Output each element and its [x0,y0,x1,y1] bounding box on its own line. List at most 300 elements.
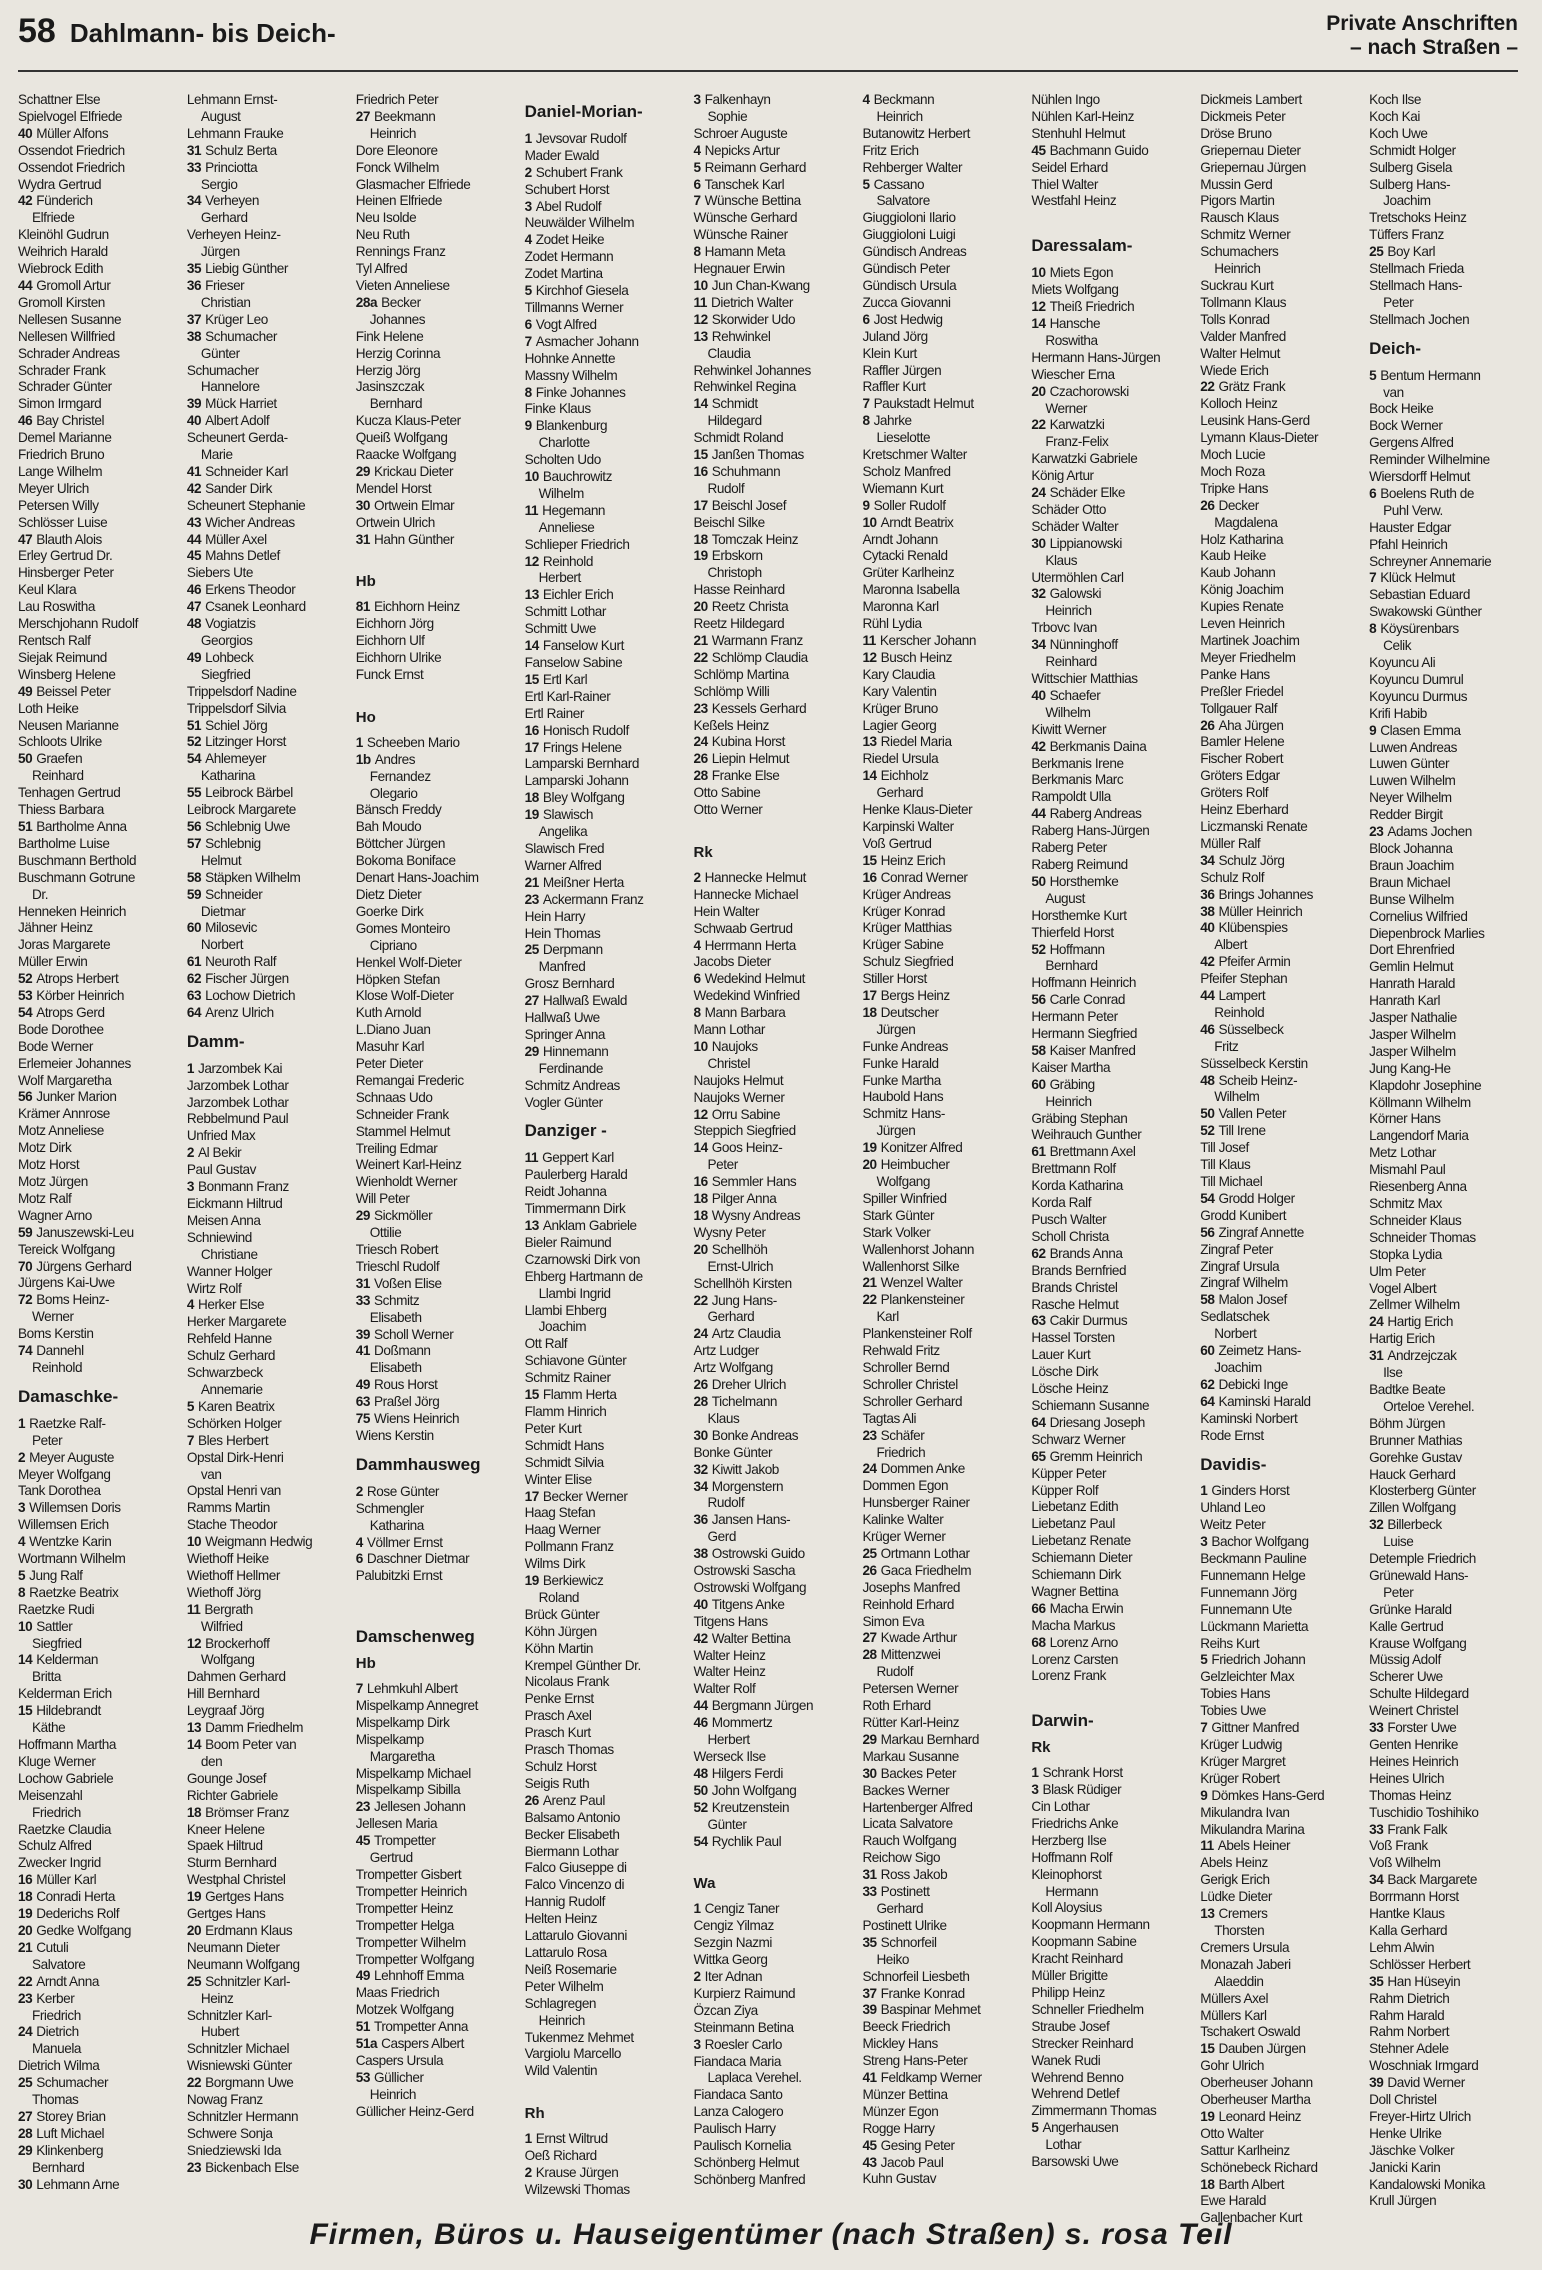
resident-name: Bergmann Jürgen [711,1698,814,1714]
directory-entry: Utermöhlen Carl [1031,569,1124,585]
directory-entry: Funke Andreas [862,1038,949,1054]
house-number: 22 [186,2075,202,2091]
house-number: 39 [355,1326,370,1342]
directory-entry: Trippelsdorf Silvia [186,700,286,716]
street-heading: Danziger - [524,1121,607,1141]
resident-name: Ahlemeyer [205,751,267,767]
directory-entry: Juland Jörg [862,328,928,344]
directory-entry [694,650,853,667]
resident-name: Warmann Franz [711,633,803,648]
resident-name: Erbskorn [711,548,763,564]
directory-entry: Mikulandra Marina [1200,1821,1305,1837]
directory-entry [187,193,346,210]
directory-entry [356,1276,515,1293]
directory-entry: Haag Stefan [524,1505,596,1521]
directory-entry [1031,2120,1190,2137]
directory-entry [187,718,346,735]
directory-entry: Lösche Heinz [1031,1381,1109,1397]
house-number: 75 [355,1411,370,1427]
house-number: 48 [693,1765,708,1781]
directory-entry: Kneer Helene [186,1821,265,1837]
directory-entry: Hannig Rudolf [524,1894,605,1910]
directory-entry [1200,887,1359,904]
spacer [694,819,853,835]
directory-entry: Müller Ralf [1200,835,1261,851]
resident-name: Hallwaß Ewald [542,993,627,1009]
directory-entry: Schulte Hildegard [1369,1686,1469,1702]
directory-entry: Wilms Dirk [524,1556,586,1572]
directory-entry [187,1534,346,1551]
directory-entry: Hunsberger Rainer [862,1495,970,1511]
directory-entry: Weihrauch Gunther [1031,1127,1142,1143]
resident-name: Horsthemke [1049,873,1119,889]
resident-name: Theiß Friedrich [1049,299,1135,315]
entry-continuation: Peter [707,1157,738,1173]
directory-entry [862,1546,1021,1563]
directory-entry: Leibrock Margarete [186,802,296,818]
resident-name: Decker [1218,497,1259,513]
directory-entry [694,329,853,346]
resident-name: Ostrowski Guido [711,1546,805,1562]
directory-entry: Martinek Joachim [1200,633,1300,648]
directory-entry [356,599,515,616]
directory-entry: Meyer Ulrich [18,480,89,496]
house-number: 56 [1031,992,1046,1008]
directory-entry [187,1433,346,1450]
house-number: 66 [1031,1600,1046,1616]
directory-entry [694,447,853,464]
directory-entry: Rauch Wolfgang [862,1833,957,1849]
directory-entry: Wallenhorst Silke [862,1258,960,1274]
directory-entry: Ramms Martin [186,1500,270,1516]
directory-entry: Meyer Friedhelm [1200,649,1296,665]
house-number: 18 [186,1804,202,1820]
directory-entry [187,616,346,633]
resident-name: Andrzejczak [1387,1348,1457,1364]
directory-entry [1369,1314,1528,1331]
house-number: 25 [18,2075,33,2091]
running-head: Dahlmann- bis Deich- [69,18,336,48]
house-number: 25 [1369,244,1384,260]
entry-continuation: Käthe [32,1720,66,1736]
resident-name: Plankensteiner [880,1292,965,1308]
directory-entry [18,819,177,836]
directory-entry: Schulz Rolf [1200,869,1265,885]
directory-entry [862,1732,1021,1749]
entry-continuation: Reinhold [32,1359,83,1375]
directory-entry [694,1715,853,1732]
resident-name: Janßen Thomas [711,447,804,463]
directory-entry: Gromoll Kirsten [18,294,105,310]
resident-name: Scheeben Mario [366,734,460,750]
directory-entry: Raberg Hans-Jürgen [1031,823,1150,839]
house-number: 46 [693,1715,708,1731]
resident-name: Geppert Karl [542,1150,614,1166]
directory-entry: Grünewald Hans- [1369,1567,1469,1583]
house-number: 19 [862,1140,877,1156]
directory-entry: Zucca Giovanni [862,294,951,310]
directory-entry: Raberg Reimund [1031,856,1128,872]
house-number: 15 [862,852,877,868]
directory-entry: Czarnowski Dirk von [524,1251,640,1267]
page-number: 58 [18,12,56,50]
directory-entry [862,1884,1021,1901]
directory-entry: Till Klaus [1200,1157,1251,1173]
directory-entry: Krause Wolfgang [1369,1635,1467,1651]
directory-entry [525,1489,684,1506]
house-number: 7 [693,193,701,209]
house-number: 2 [18,1449,26,1465]
house-number: 50 [18,751,33,767]
resident-name: Aha Jürgen [1218,717,1284,733]
directory-entry [1031,1449,1190,1466]
directory-entry: Sniedziewski Ida [186,2142,281,2158]
directory-entry: Mickley Hans [862,2036,938,2052]
district-heading: Rk [693,843,713,861]
directory-entry: Till Michael [1200,1174,1263,1189]
directory-entry [525,587,684,604]
resident-name: Dreher Ulrich [711,1377,787,1393]
house-number: 59 [18,1224,33,1240]
house-number: 29 [355,1208,370,1224]
entry-continuation: Puhl Verw. [1383,502,1443,518]
directory-entry [862,870,1021,887]
entry-continuation: Joachim [1214,1359,1262,1375]
directory-entry [18,1225,177,1242]
house-number: 34 [1200,852,1215,868]
directory-entry: Otto Sabine [693,785,761,801]
directory-entry: Sezgin Nazmi [693,1935,773,1951]
directory-entry: Cremers Ursula [1200,1939,1290,1955]
directory-entry: Rühl Lydia [862,616,922,632]
directory-entry [187,2075,346,2092]
directory-entry [187,413,346,430]
entry-continuation: Ottilie [369,1225,402,1241]
directory-entry [187,2160,346,2177]
directory-entry: Heinen Elfriede [355,193,442,209]
directory-entry: Tobies Uwe [1200,1703,1266,1719]
entry-continuation: Elisabeth [369,1309,422,1325]
house-number: 17 [693,497,708,513]
directory-entry: Vogel Albert [1369,1280,1437,1296]
resident-name: Mittenzwei [880,1647,941,1663]
directory-entry: Krüger Sabine [862,937,944,953]
entry-continuation: Friedrich [32,2007,81,2023]
directory-entry: Wirtz Rolf [186,1280,242,1296]
house-number: 45 [1031,142,1046,158]
directory-entry [18,1585,177,1602]
directory-entry [187,785,346,802]
directory-entry [18,126,177,143]
entry-continuation: Wolfgang [200,1652,255,1668]
house-number: 33 [355,1292,370,1308]
directory-entry: Straube Josef [1031,2018,1110,2034]
directory-entry: Wagner Arno [18,1207,92,1223]
directory-entry [356,1681,515,1698]
resident-name: Czachorowski [1049,383,1129,399]
directory-entry: Schmitt Lothar [524,604,606,620]
directory-entry [187,396,346,413]
house-number: 18 [1200,2176,1215,2192]
directory-entry [862,1630,1021,1647]
directory-entry: Schiemann Dieter [1031,1550,1133,1566]
resident-name: Schlömp Claudia [711,649,808,665]
directory-entry [525,1044,684,1061]
directory-entry: Arndt Johann [862,531,938,547]
resident-name: Müller Karl [36,1872,97,1888]
resident-name: Blask Rüdiger [1042,1782,1122,1798]
house-number: 34 [693,1478,708,1494]
resident-name: Hegemann [542,502,606,518]
directory-entry: Wittschier Matthias [1031,671,1138,686]
directory-entry: Dort Ehrenfried [1369,942,1455,958]
directory-entry [862,413,1021,430]
directory-entry: Koyuncu Durmus [1369,688,1468,704]
house-number: 25 [862,1545,877,1561]
directory-entry [694,1039,853,1056]
house-number: 12 [693,1106,708,1122]
directory-entry [356,735,515,752]
resident-name: Dauben Jürgen [1218,2041,1306,2057]
house-number: 18 [862,1004,877,1020]
directory-entry: Tereick Wolfgang [18,1241,115,1257]
directory-entry: Biermann Lothar [524,1843,619,1859]
entry-continuation: Norbert [200,937,244,953]
resident-name: Eichholz [880,768,929,784]
resident-name: Zeimetz Hans- [1218,1343,1301,1359]
resident-name: Jost Hedwig [873,311,943,327]
resident-name: Eichler Erich [542,587,614,603]
directory-entry: Zingraf Peter [1200,1241,1273,1257]
directory-entry: Tüffers Franz [1369,227,1444,243]
directory-entry [862,734,1021,751]
directory-entry: Peter Kurt [524,1420,582,1436]
directory-entry: Schroller Gerhard [862,1393,963,1409]
resident-name: Wiens Heinrich [374,1411,460,1427]
entry-continuation: Friedrich [876,1444,926,1460]
resident-name: Tanschek Karl [704,176,785,192]
directory-entry: Balsamo Antonio [524,1809,620,1825]
directory-entry [694,1428,853,1445]
street-heading: Daniel-Morian- [524,102,643,121]
resident-name: Kerscher Johann [879,633,976,648]
resident-name: Raetzke Ralf- [29,1415,106,1431]
resident-name: Schnitzler Karl- [205,1973,291,1989]
resident-name: Schuhmann [711,463,781,479]
directory-entry: Sedlatschek [1200,1309,1270,1325]
resident-name: Boelens Ruth de [1380,485,1474,501]
house-number: 54 [1200,1190,1215,1206]
directory-entry: Janicki Karin [1369,2159,1441,2175]
section-title: Private Anschriften [1326,12,1518,35]
directory-entry: Thomas Heinz [1369,1787,1452,1803]
directory-entry [525,2131,684,2148]
resident-name: Wedekind Helmut [704,971,805,987]
house-number: 13 [1200,1906,1215,1922]
house-number: 30 [862,1765,877,1781]
resident-name: Hannecke Helmut [704,869,806,885]
house-number: 24 [693,734,708,750]
house-number: 26 [693,751,708,767]
directory-entry [1200,718,1359,735]
house-number: 3 [524,198,532,214]
directory-entry [525,723,684,740]
directory-entry: Westphal Christel [186,1872,286,1888]
house-number: 7 [186,1432,194,1448]
resident-name: Backes Peter [880,1765,957,1781]
house-number: 52 [1031,941,1046,957]
resident-name: Orru Sabine [711,1106,781,1122]
house-number: 51 [355,2019,370,2035]
resident-name: Lehmkuhl Albert [366,1681,458,1697]
resident-name: David Werner [1387,2075,1465,2091]
house-number: 41 [862,2070,877,2086]
house-number: 39 [186,396,202,412]
entry-continuation: Karl [876,1309,899,1325]
directory-entry: Thiess Barbara [18,802,104,818]
directory-entry [694,1597,853,1614]
directory-entry: Gomes Monteiro [355,920,450,936]
directory-entry [1369,824,1528,841]
resident-name: Schrank Horst [1042,1765,1123,1781]
resident-name: Carle Conrad [1049,992,1126,1008]
resident-name: Billerbeck [1387,1517,1442,1533]
resident-name: Schneider Karl [205,463,288,479]
directory-entry: Walter Helmut [1200,345,1280,361]
resident-name: Sander Dirk [205,480,272,496]
directory-entry [356,1343,515,1360]
directory-entry: Walter Heinz [693,1647,766,1663]
entry-continuation: Hildegard [707,413,762,429]
entry-continuation: Christiane [200,1246,258,1262]
directory-entry: Meyer Wolfgang [18,1466,111,1482]
directory-entry [1200,1106,1359,1123]
directory-entry [525,1218,684,1235]
directory-entry: Krämer Annrose [18,1106,110,1122]
resident-name: Lorenz Arno [1049,1634,1118,1650]
directory-entry: Hermann Siegfried [1031,1026,1138,1042]
directory-entry: Gündisch Peter [862,261,950,277]
directory-entry: Klose Wolf-Dieter [355,988,454,1004]
directory-entry: Mispelkamp Michael [355,1765,471,1781]
resident-name: Schmitz [374,1292,420,1308]
house-number: 5 [524,283,532,299]
spacer [356,684,515,700]
directory-entry: Herzig Jörg [355,362,421,378]
directory-entry: Reinhold Erhard [862,1596,954,1612]
directory-entry [525,232,684,249]
directory-entry: Hassel Torsten [1031,1330,1115,1346]
directory-entry: Diepenbrock Marlies [1369,925,1485,941]
resident-name: Jung Hans- [711,1292,777,1308]
house-number: 11 [1200,1838,1214,1854]
directory-entry: Paulisch Harry [693,2121,776,2137]
directory-entry: Wiede Erich [1200,362,1269,378]
directory-entry: Kupies Renate [1200,599,1284,615]
header-rule [18,70,1518,72]
directory-entry: Rehwald Fritz [862,1343,940,1359]
directory-entry [187,1720,346,1737]
directory-entry: Koch Kai [1369,108,1420,124]
house-number: 16 [18,1872,33,1888]
directory-entry [862,396,1021,413]
resident-name: Klinkenberg [36,2142,104,2158]
directory-entry [18,1923,177,1940]
directory-entry: Schwaab Gertrud [693,920,793,936]
directory-entry [356,1327,515,1344]
house-number: 23 [18,1990,33,2006]
house-number: 24 [693,1326,708,1342]
directory-entry: Eichhorn Ulrike [355,650,442,666]
directory-entry: Abels Heinz [1200,1855,1268,1871]
directory-entry [1200,498,1359,515]
footer-note: Firmen, Büros u. Hauseigentümer (nach Straßen) s. rosa Teil [309,2218,1233,2251]
directory-entry [862,1428,1021,1445]
directory-entry: Vargiolu Marcello [524,2046,622,2062]
directory-entry [1200,2041,1359,2058]
entry-continuation: Llambi Ingrid [538,1285,611,1301]
directory-entry: Ortwein Ulrich [355,514,435,530]
directory-entry: Neiß Rosemarie [524,1961,617,1977]
directory-entry [187,819,346,836]
directory-entry: Ossendot Friedrich [18,159,125,175]
resident-name: Hansche [1049,315,1101,331]
directory-entry: Tretschoks Heinz [1369,210,1467,226]
directory-entry: Korda Katharina [1031,1178,1123,1194]
directory-entry: Wallenhorst Johann [862,1241,974,1257]
directory-entry: Rehwinkel Regina [693,379,796,395]
entry-continuation: Werner [1045,400,1087,416]
directory-entry: Wedekind Winfried [693,988,800,1004]
directory-entry [1369,1720,1528,1737]
directory-entry: Richter Gabriele [186,1787,278,1803]
directory-entry: Zodet Hermann [524,249,614,265]
directory-entry: Philipp Heinz [1031,1984,1105,2000]
house-number: 3 [18,1500,26,1516]
directory-entry: Karwatzki Gabriele [1031,451,1138,467]
directory-entry: Willemsen Erich [18,1517,109,1533]
entry-continuation: Sophie [707,108,748,124]
directory-entry: Falco Giuseppe di [524,1860,627,1876]
directory-entry: Stammel Helmut [355,1123,450,1139]
directory-entry [525,131,684,148]
directory-entry [694,971,853,988]
resident-name: Herker Else [198,1297,265,1313]
directory-entry: Hoffmann Rolf [1031,1849,1113,1865]
house-number: 20 [862,1157,877,1173]
directory-entry [187,548,346,565]
resident-name: Abel Rudolf [535,198,602,214]
resident-name: Voßen Elise [374,1275,442,1291]
resident-name: Beischl Josef [711,497,787,513]
house-number: 14 [524,638,539,654]
house-number: 2 [524,2164,532,2180]
directory-entry [1200,1906,1359,1923]
directory-entry: Tukenmez Mehmet [524,2029,634,2045]
directory-entry: Denart Hans-Joachim [355,870,479,886]
directory-entry: Schmidt Holger [1369,142,1456,158]
house-number: 12 [862,649,877,665]
house-number: 1 [524,2131,532,2147]
directory-entry: Kuth Arnold [355,1005,422,1021]
directory-entry: Neuwälder Wilhelm [524,215,635,231]
directory-entry: Ulm Peter [1369,1263,1426,1279]
directory-entry: Winsberg Helene [18,666,116,682]
directory-entry: Freyer-Hirtz Ulrich [1369,2108,1471,2124]
entry-continuation: Gerhard [876,785,924,801]
directory-entry [187,599,346,616]
entry-continuation: Heinrich [369,2086,417,2102]
